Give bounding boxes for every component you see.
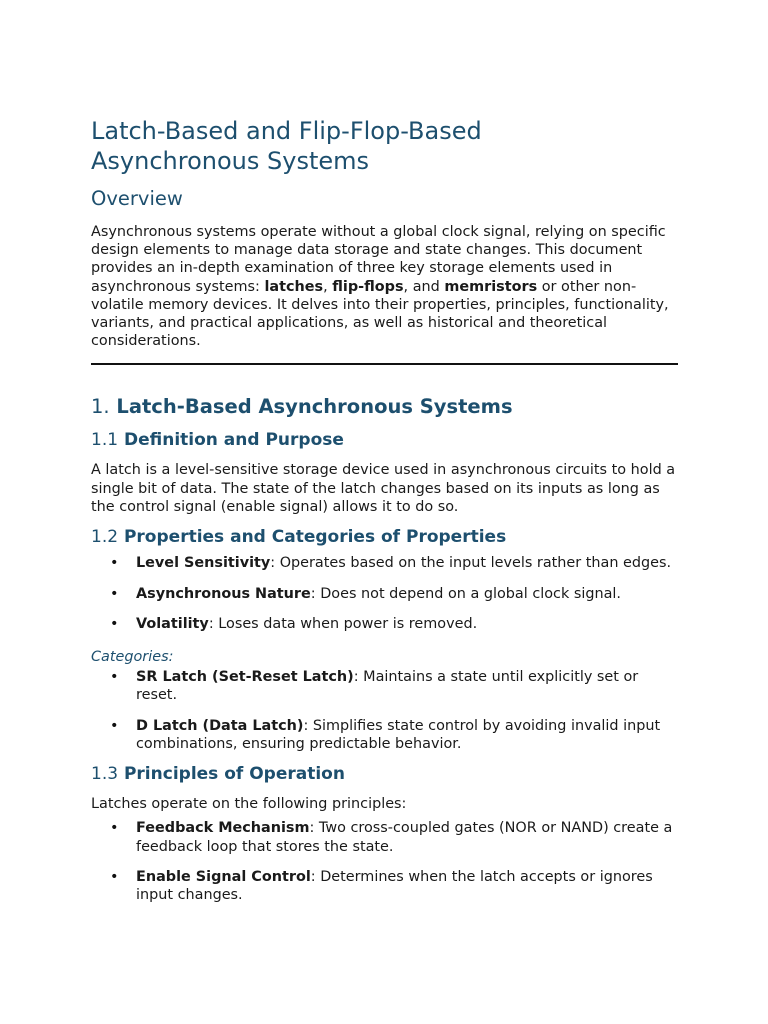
subsection-1-3-heading (91, 763, 678, 785)
document-title (91, 0, 678, 176)
list-item (136, 554, 678, 572)
list-item (136, 668, 678, 704)
overview-term-flip-flops: flip-flops (332, 278, 404, 295)
subsection-1-1-heading (91, 429, 678, 451)
list-item-description: : Does not depend on a global clock signal. (310, 585, 621, 602)
subsection-1-2-number: 1.2 (91, 527, 119, 548)
subsection-1-3-number: 1.3 (91, 764, 119, 785)
list-item (136, 585, 678, 603)
list-item (136, 868, 678, 904)
overview-text-1: Asynchronous systems operate without a global clock signal, relying on specific design elements to manage data storage and state changes. This document provides an in-depth examination of three key storage elements used in asynchronous systems: (91, 224, 666, 295)
list-item (136, 819, 678, 855)
subsection-1-3-title: Principles of Operation (123, 764, 345, 785)
section-1-number: 1. (91, 395, 110, 419)
overview-term-latches: latches (264, 278, 324, 295)
overview-paragraph (91, 223, 678, 350)
list-item-description: : Maintains a state until explicitly set or reset. (136, 668, 639, 704)
list-item-description: : Simplifies state control by avoiding invalid input combinations, ensuring predictable behavior. (136, 717, 661, 752)
list-item (136, 615, 678, 633)
list-item-description: : Two cross-coupled gates (NOR or NAND) create a feedback loop that stores the state. (136, 820, 673, 855)
list-item-description: : Loses data when power is removed. (208, 616, 478, 633)
list-item-term: Volatility (136, 616, 209, 633)
subsection-1-1-title: Definition and Purpose (123, 430, 344, 451)
list-item (136, 717, 678, 753)
overview-separator-2: , and (403, 278, 445, 295)
document-title-line-2: Asynchronous Systems (91, 147, 370, 175)
overview-text-2: or other non-volatile memory devices. It delves into their properties, principles, functionality, variants, and practical applications, as well as historical and theoretical considerations. (91, 278, 669, 350)
overview-heading: Overview (91, 187, 183, 210)
section-1-heading (91, 395, 678, 419)
list-item-term: D Latch (Data Latch) (136, 717, 304, 734)
subsection-1-1-number: 1.1 (91, 430, 119, 451)
list-item-term: Feedback Mechanism (136, 820, 310, 837)
list-item-term: Level Sensitivity (136, 555, 271, 572)
overview-separator-1: , (323, 278, 333, 295)
principles-list (91, 819, 678, 904)
categories-list (91, 668, 678, 753)
horizontal-divider (91, 363, 678, 365)
subsection-1-2-title: Properties and Categories of Properties (123, 527, 507, 548)
document-title-line-1: Latch-Based and Flip-Flop-Based (91, 117, 482, 145)
list-item-term: Asynchronous Nature (136, 585, 311, 602)
section-1-title: Latch-Based Asynchronous Systems (116, 395, 513, 419)
list-item-term: Enable Signal Control (136, 869, 311, 886)
list-item-description: : Determines when the latch accepts or ignores input changes. (136, 869, 653, 904)
principles-intro: Latches operate on the following principles: (91, 796, 407, 813)
properties-list (91, 554, 678, 634)
list-item-description: : Operates based on the input levels rather than edges. (270, 555, 672, 572)
list-item-term: SR Latch (Set-Reset Latch) (136, 668, 354, 685)
definition-paragraph: A latch is a level-sensitive storage device used in asynchronous circuits to hold a single bit of data. The state of the latch changes based on its inputs as long as the control signal (enable signal) allows it to do so. (91, 462, 676, 515)
subsection-1-2-heading (91, 526, 678, 548)
categories-label: Categories: (91, 648, 174, 665)
overview-term-memristors: memristors (444, 278, 538, 295)
